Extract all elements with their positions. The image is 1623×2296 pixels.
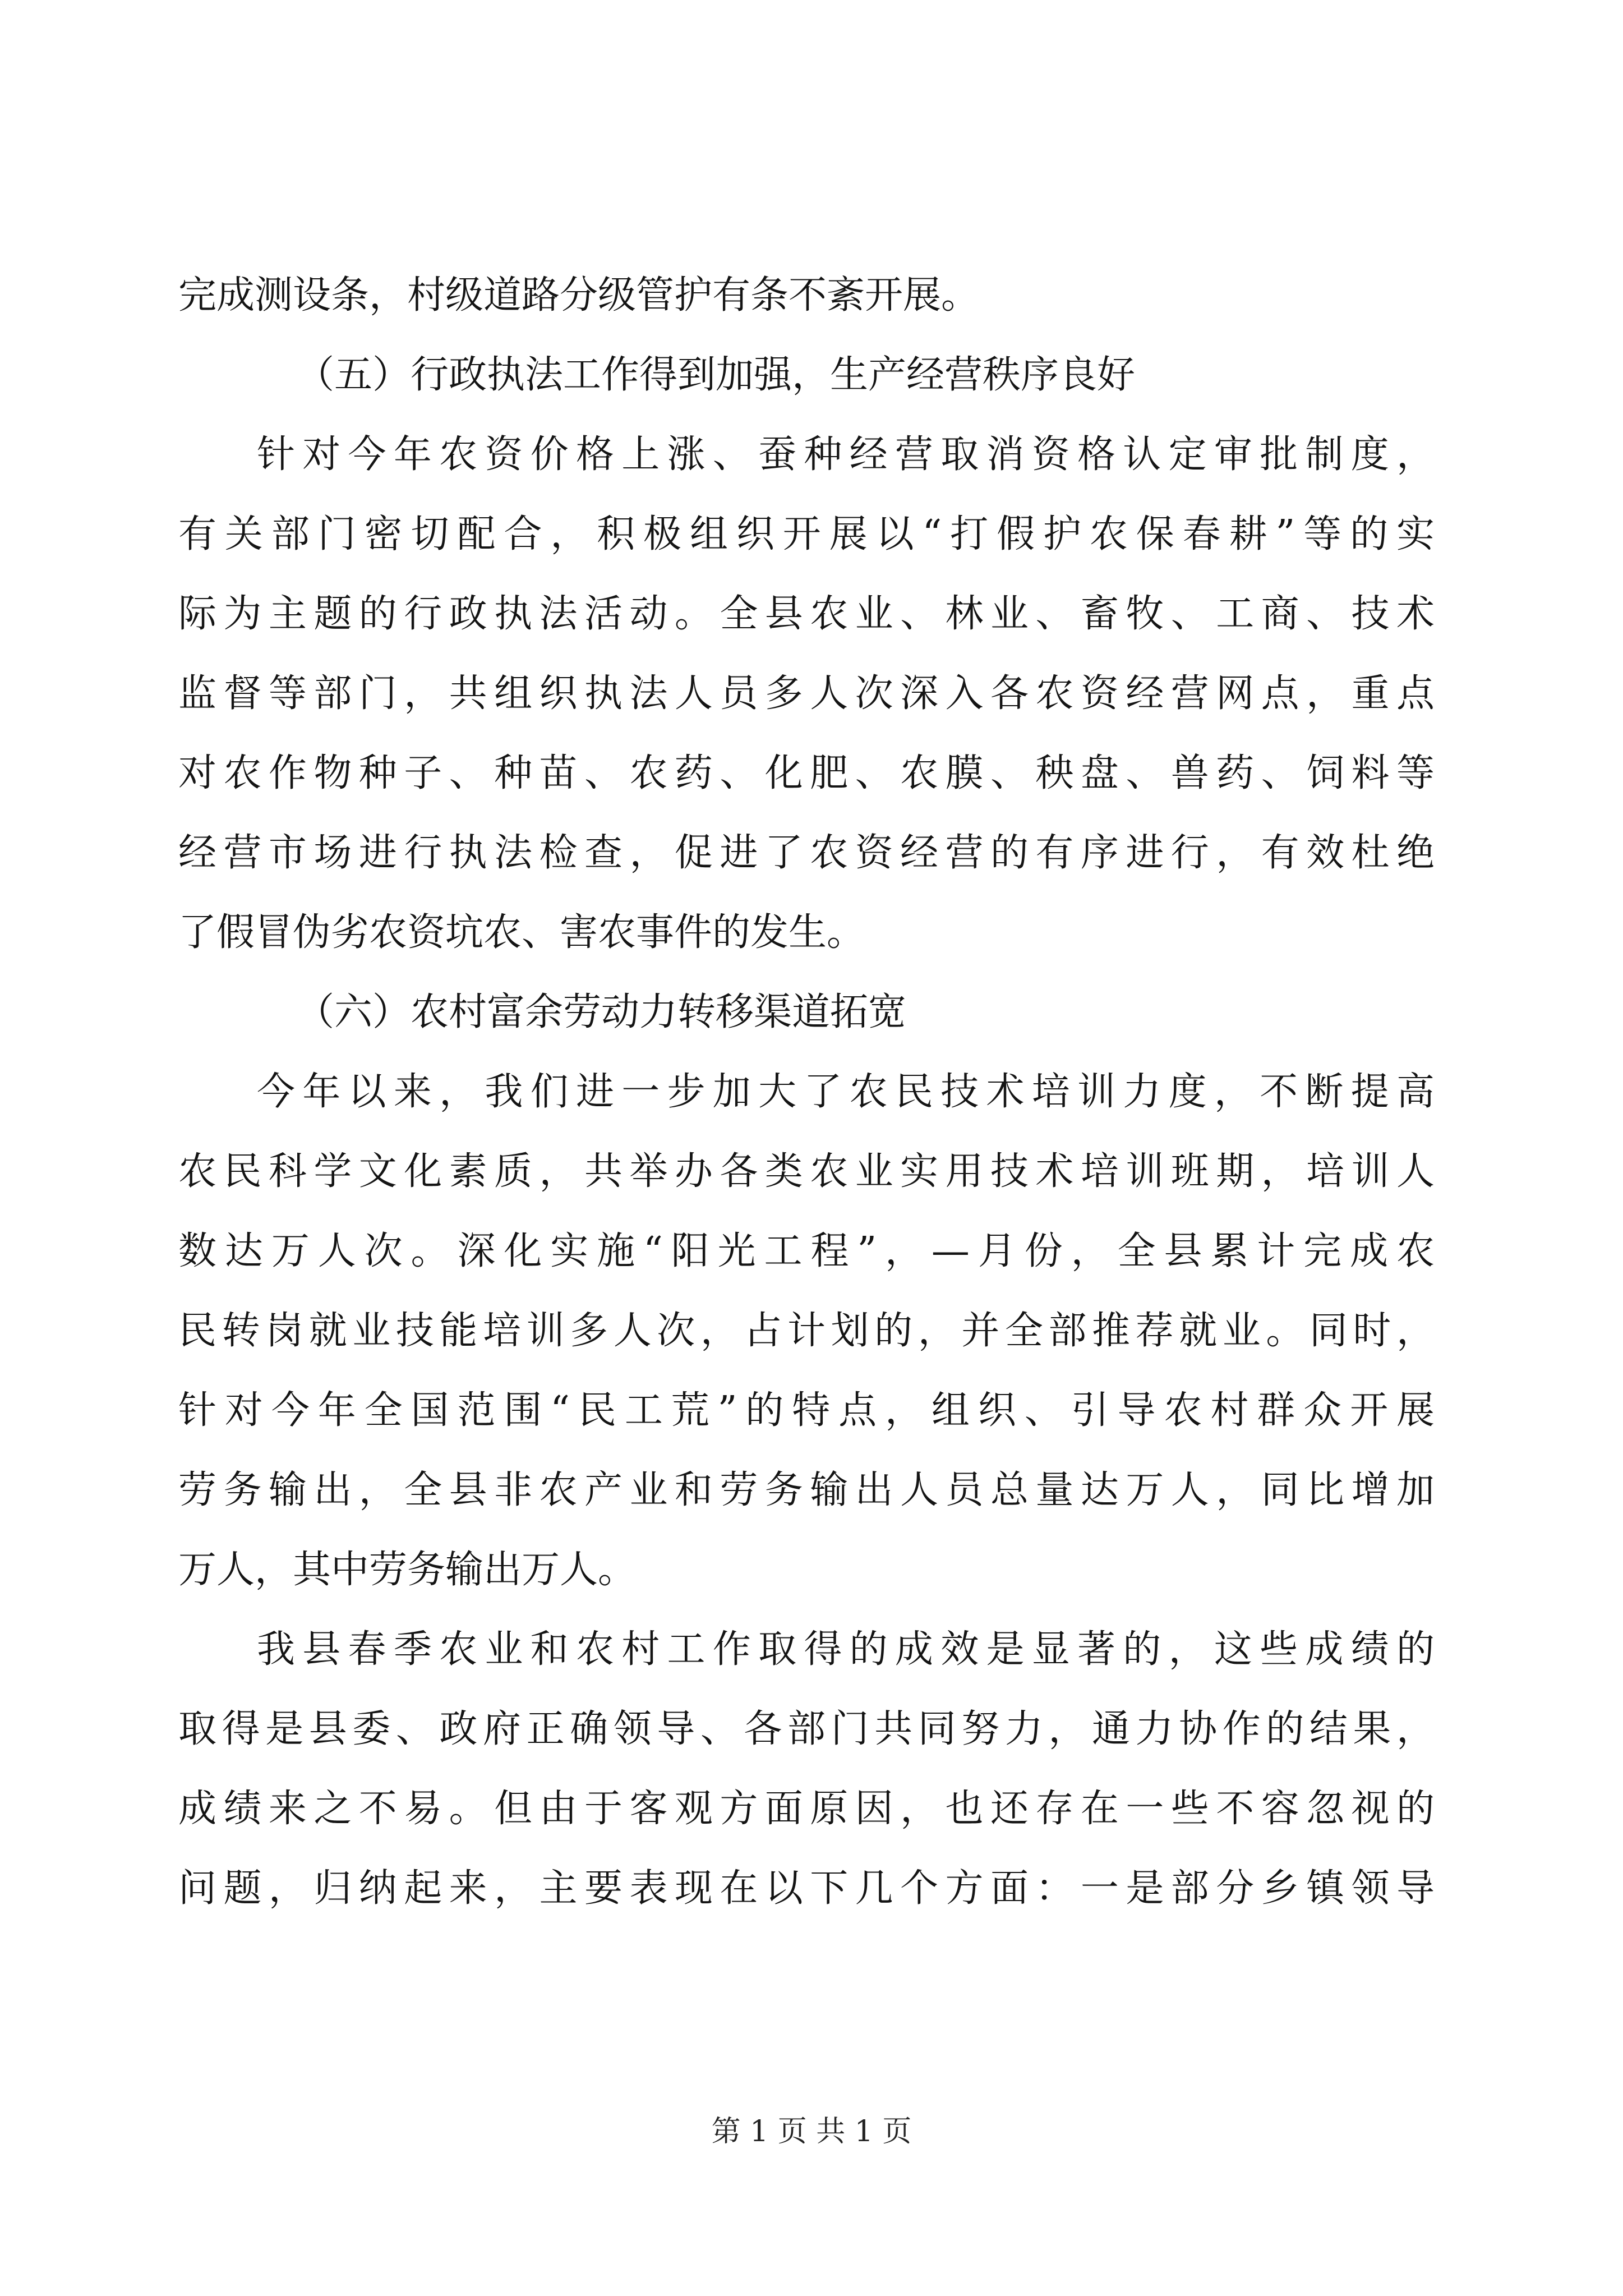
paragraph-line: 问题，归纳起来，主要表现在以下几个方面：一是部分乡镇领导	[178, 1866, 1435, 1911]
paragraph-line: 今年以来，我们进一步加大了农民技术培训力度，不断提高	[257, 1070, 1435, 1114]
paragraph-line: 监督等部门，共组织执法人员多人次深入各农资经营网点，重点	[178, 671, 1435, 716]
paragraph-line: 完成测设条，村级道路分级管护有条不紊开展。	[178, 273, 980, 318]
paragraph-line: 取得是县委、政府正确领导、各部门共同努力，通力协作的结果，	[178, 1707, 1435, 1751]
paragraph-line: 农民科学文化素质，共举办各类农业实用技术培训班期，培训人	[178, 1149, 1435, 1194]
paragraph-line: 万人，其中劳务输出万人。	[178, 1548, 637, 1592]
paragraph-line: 劳务输出，全县非农产业和劳务输出人员总量达万人，同比增加	[178, 1468, 1435, 1512]
paragraph-line: 了假冒伪劣农资坑农、害农事件的发生。	[178, 910, 865, 955]
page-footer	[0, 2112, 1623, 2151]
paragraph-line: 成绩来之不易。但由于客观方面原因，也还存在一些不容忽视的	[178, 1787, 1435, 1831]
paragraph-line: 数达万人次。深化实施“阳光工程”，—月份，全县累计完成农	[178, 1229, 1435, 1273]
paragraph-line: 针对今年农资价格上涨、蚕种经营取消资格认定审批制度，	[257, 432, 1435, 477]
paragraph-line: 经营市场进行执法检查，促进了农资经营的有序进行，有效杜绝	[178, 831, 1435, 875]
body-text	[178, 256, 1435, 1929]
page-number-label: 第 1 页 共 1 页	[711, 2115, 912, 2148]
paragraph-line: 我县春季农业和农村工作取得的成效是显著的，这些成绩的	[257, 1627, 1435, 1672]
section-heading: （五）行政执法工作得到加强，生产经营秩序良好	[296, 353, 1136, 397]
paragraph-line: 针对今年全国范围“民工荒”的特点，组织、引导农村群众开展	[178, 1388, 1435, 1433]
paragraph-line: 有关部门密切配合，积极组织开展以“打假护农保春耕”等的实	[178, 512, 1435, 556]
paragraph-line: 际为主题的行政执法活动。全县农业、林业、畜牧、工商、技术	[178, 592, 1435, 636]
paragraph-line: 对农作物种子、种苗、农药、化肥、农膜、秧盘、兽药、饲料等	[178, 751, 1435, 795]
section-heading: （六）农村富余劳动力转移渠道拓宽	[296, 990, 907, 1034]
paragraph-line: 民转岗就业技能培训多人次，占计划的，并全部推荐就业。同时，	[178, 1309, 1435, 1353]
